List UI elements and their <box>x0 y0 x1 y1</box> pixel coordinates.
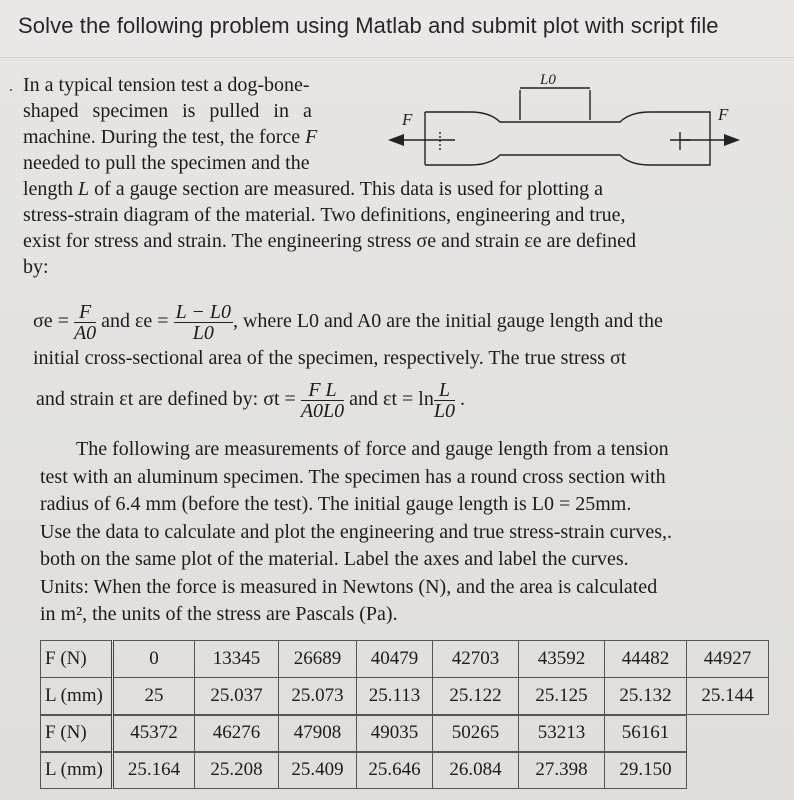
table-cell: 13345 <box>195 641 279 678</box>
table-cell: 29.150 <box>605 752 687 789</box>
true-formula-line: and strain εt are defined by: σt = $\frac{\text{F L}}{A0L0}$ and εt = ln $\frac{L}{L0}$ . <box>36 379 465 422</box>
dogbone-specimen-diagram <box>380 70 775 180</box>
body-line: test with an aluminum specimen. The specimen has a round cross section with <box>40 465 666 488</box>
table-cell: 53213 <box>519 715 605 752</box>
intro-line: by: <box>23 256 49 278</box>
table-cell: 49035 <box>357 715 433 752</box>
fraction-true-stress: $\frac{\text{F L}}{A0L0}$ <box>300 379 345 422</box>
table-cell: 42703 <box>433 641 519 678</box>
intro-line: shaped specimen is pulled in a <box>23 100 312 122</box>
body-line: in m², the units of the stress are Pascals (Pa). <box>40 603 398 625</box>
table-cell: 0 <box>113 641 195 678</box>
table-cell: 25.132 <box>605 678 687 715</box>
intro-paragraph <box>23 72 373 176</box>
intro-line: exist for stress and strain. The engineering stress σe and strain εe are defined <box>23 230 637 252</box>
table-cell: 25.144 <box>687 678 769 715</box>
table-cell: 25 <box>113 678 195 715</box>
bullet-dot: · <box>8 80 14 100</box>
force-label-left: F <box>402 110 413 129</box>
table-cell: 25.037 <box>195 678 279 715</box>
header-bar <box>0 0 794 58</box>
row-label: L (mm) <box>41 752 113 789</box>
intro-line: length L of a gauge section are measured. This data is used for plotting a <box>23 178 604 200</box>
table-cell: 44927 <box>687 641 769 678</box>
table-cell: 50265 <box>433 715 519 752</box>
table-row <box>41 678 769 715</box>
table-cell: 27.398 <box>519 752 605 789</box>
fraction-f-over-a0: $\frac{F}{A0}$ <box>73 301 97 344</box>
table-row <box>41 641 769 678</box>
table-cell: 26.084 <box>433 752 519 789</box>
intro-continued <box>23 176 743 280</box>
table-cell: 46276 <box>195 715 279 752</box>
body-line: both on the same plot of the material. Label the axes and label the curves. <box>40 548 629 570</box>
intro-line: stress-strain diagram of the material. Two definitions, engineering and true, <box>23 204 626 226</box>
table-cell: 25.646 <box>357 752 433 789</box>
problem-body-paragraph <box>40 436 740 629</box>
formula-text-line: initial cross-sectional area of the specimen, respectively. The true stress σt <box>33 347 627 369</box>
fraction-strain: $\frac{L - L0}{L0}$ <box>175 301 231 344</box>
table-cell: 25.122 <box>433 678 519 715</box>
row-label: F (N) <box>41 641 113 678</box>
table-cell: 44482 <box>605 641 687 678</box>
row-label: F (N) <box>41 715 113 752</box>
force-label-right: F <box>718 105 729 124</box>
table-row <box>41 752 769 789</box>
body-line: The following are measurements of force and gauge length from a tension <box>76 438 669 460</box>
intro-line: In a typical tension test a dog-bone- <box>23 74 310 96</box>
table-cell: 25.113 <box>357 678 433 715</box>
table-cell: 56161 <box>605 715 687 752</box>
table-cell: 25.125 <box>519 678 605 715</box>
table-cell: 25.409 <box>279 752 357 789</box>
fraction-true-strain: $\frac{L}{L0}$ <box>433 379 455 422</box>
table-cell: 25.073 <box>279 678 357 715</box>
row-label: L (mm) <box>41 678 113 715</box>
engineering-formula-line: σe = $\frac{F}{A0}$ and εe = $\frac{L - L0}{L0}$ , where L0 and A0 are the initial gauge length and the <box>33 301 663 344</box>
intro-line: machine. During the test, the force F <box>23 126 318 148</box>
intro-line: needed to pull the specimen and the <box>23 152 310 174</box>
table-cell: 47908 <box>279 715 357 752</box>
gauge-length-label: L0 <box>540 72 556 88</box>
body-line: Units: When the force is measured in Newtons (N), and the area is calculated <box>40 575 658 598</box>
problem-title: Solve the following problem using Matlab and submit plot with script file <box>18 13 719 38</box>
table-cell: 45372 <box>113 715 195 752</box>
table-cell: 25.208 <box>195 752 279 789</box>
table-row <box>41 715 769 752</box>
table-cell: 25.164 <box>113 752 195 789</box>
body-line: Use the data to calculate and plot the engineering and true stress-strain curves,. <box>40 520 672 543</box>
body-line: radius of 6.4 mm (before the test). The initial gauge length is L0 = 25mm. <box>40 493 632 515</box>
table-cell: 43592 <box>519 641 605 678</box>
table-cell: 40479 <box>357 641 433 678</box>
table-cell: 26689 <box>279 641 357 678</box>
measurement-table <box>40 640 769 789</box>
